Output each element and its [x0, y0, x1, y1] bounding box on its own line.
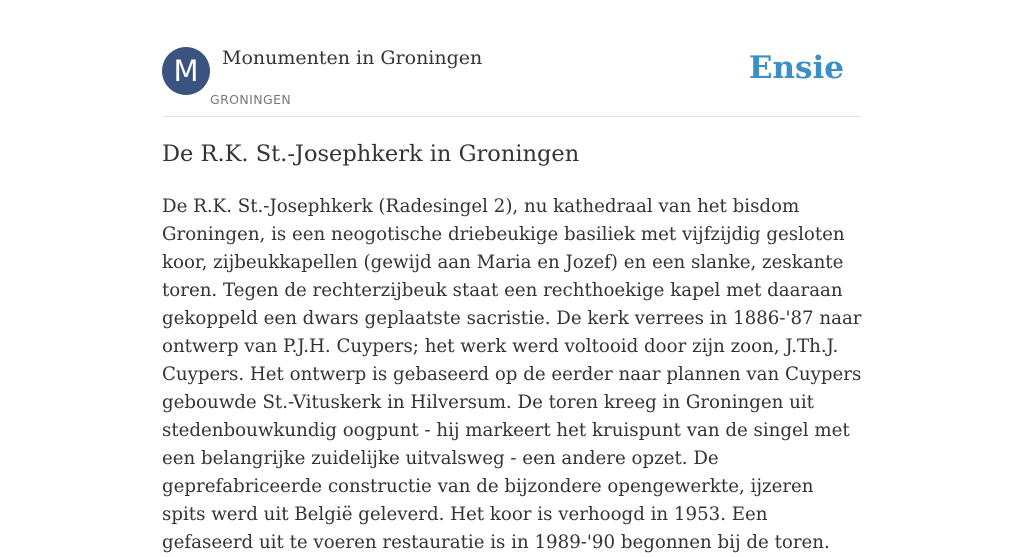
site-title-link[interactable]: Monumenten in Groningen — [222, 47, 483, 69]
page-header — [162, 0, 862, 117]
category-link[interactable]: GRONINGEN — [210, 92, 292, 107]
page-container — [162, 0, 862, 553]
article-title: De R.K. St.-Josephkerk in Groningen — [162, 141, 580, 167]
site-avatar[interactable]: M — [162, 47, 210, 95]
article-body: De R.K. St.-Josephkerk (Radesingel 2), nu kathedraal van het bisdom Groningen, is een neogotische driebeukige basiliek met vijfzijdig gesloten koor, zijbeukkapellen (gewijd aan Maria en Jozef) en een slanke, zeskante toren. Tegen de rechterzijbeuk staat een rechthoekige kapel met daaraan gekoppeld een dwars geplaatste sacristie. De kerk verrees in 1886-'87 naar ontwerp van P.J.H. Cuypers; het werk werd voltooid door zijn zoon, J.Th.J. Cuypers. Het ontwerp is gebaseerd op de eerder naar plannen van Cuypers gebouwde St.-Vituskerk in Hilversum. De toren kreeg in Groningen uit stedenbouwkundig oogpunt - hij markeert het kruispunt van de singel met een belangrijke zuidelijke uitvalsweg - een andere opzet. De geprefabriceerde constructie van de bijzondere opengewerkte, ijzeren spits werd uit België geleverd. Het koor is verhoogd in 1953. Een gefaseerd uit te voeren restauratie is in 1989-'90 begonnen bij de toren. — [162, 196, 862, 553]
ensie-logo[interactable]: Ensie — [748, 50, 844, 86]
